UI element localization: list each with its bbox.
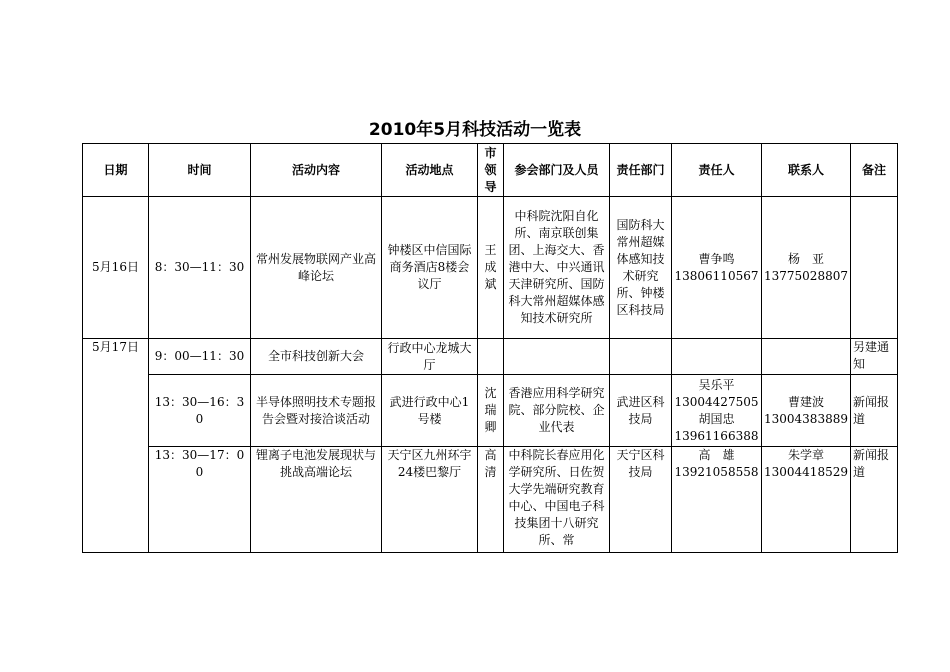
cell-content: 锂离子电池发展现状与挑战高端论坛 xyxy=(251,447,382,553)
table-row xyxy=(83,375,898,447)
cell-contact xyxy=(762,339,851,375)
cell-time: 13：30—16：30 xyxy=(149,375,251,447)
cell-note xyxy=(851,197,898,339)
cell-leader: 高清 xyxy=(478,447,504,553)
cell-leader: 王成斌 xyxy=(478,197,504,339)
cell-person: 曹争鸣 13806110567 xyxy=(672,197,762,339)
header-date: 日期 xyxy=(83,144,149,197)
cell-dept: 国防科大常州超媒体感知技术研究所、钟楼区科技局 xyxy=(610,197,672,339)
page-title: 2010年5月科技活动一览表 xyxy=(368,120,582,140)
cell-time: 8：30—11：30 xyxy=(149,197,251,339)
cell-participants xyxy=(504,339,610,375)
header-time: 时间 xyxy=(149,144,251,197)
cell-dept: 武进区科技局 xyxy=(610,375,672,447)
cell-participants: 香港应用科学研究院、部分院校、企业代表 xyxy=(504,375,610,447)
header-content: 活动内容 xyxy=(251,144,382,197)
cell-note: 另建通知 xyxy=(851,339,898,375)
cell-participants: 中科院沈阳自化所、南京联创集团、上海交大、香港中大、中兴通讯天津研究所、国防科大常州超媒体感知技术研究所 xyxy=(504,197,610,339)
header-row xyxy=(83,144,898,197)
table-row xyxy=(83,447,898,553)
cell-content: 全市科技创新大会 xyxy=(251,339,382,375)
activity-table xyxy=(82,143,898,553)
cell-leader: 沈瑞卿 xyxy=(478,375,504,447)
header-dept: 责任部门 xyxy=(610,144,672,197)
cell-leader xyxy=(478,339,504,375)
cell-time: 13：30—17：00 xyxy=(149,447,251,553)
cell-note: 新闻报道 xyxy=(851,375,898,447)
cell-contact: 杨 亚 13775028807 xyxy=(762,197,851,339)
cell-place: 行政中心龙城大厅 xyxy=(382,339,478,375)
header-note: 备注 xyxy=(851,144,898,197)
cell-person: 吴乐平 13004427505 胡国忠 13961166388 xyxy=(672,375,762,447)
header-place: 活动地点 xyxy=(382,144,478,197)
header-participants: 参会部门及人员 xyxy=(504,144,610,197)
cell-contact: 曹建波 13004383889 xyxy=(762,375,851,447)
cell-place: 武进行政中心1号楼 xyxy=(382,375,478,447)
cell-content: 常州发展物联网产业高峰论坛 xyxy=(251,197,382,339)
cell-date: 5月17日 xyxy=(83,339,149,553)
cell-dept xyxy=(610,339,672,375)
cell-place: 钟楼区中信国际商务酒店8楼会议厅 xyxy=(382,197,478,339)
cell-dept: 天宁区科技局 xyxy=(610,447,672,553)
table-row xyxy=(83,197,898,339)
cell-participants: 中科院长春应用化学研究所、日佐贺大学先端研究教育中心、中国电子科技集团十八研究所、常 xyxy=(504,447,610,553)
table-row xyxy=(83,339,898,375)
cell-contact: 朱学章 13004418529 xyxy=(762,447,851,553)
cell-person xyxy=(672,339,762,375)
cell-person: 高 雄 13921058558 xyxy=(672,447,762,553)
cell-time: 9：00—11：30 xyxy=(149,339,251,375)
header-contact: 联系人 xyxy=(762,144,851,197)
cell-date: 5月16日 xyxy=(83,197,149,339)
cell-place: 天宁区九州环宇24楼巴黎厅 xyxy=(382,447,478,553)
cell-note: 新闻报道 xyxy=(851,447,898,553)
cell-content: 半导体照明技术专题报告会暨对接洽谈活动 xyxy=(251,375,382,447)
header-leader: 市领导 xyxy=(478,144,504,197)
header-person: 责任人 xyxy=(672,144,762,197)
